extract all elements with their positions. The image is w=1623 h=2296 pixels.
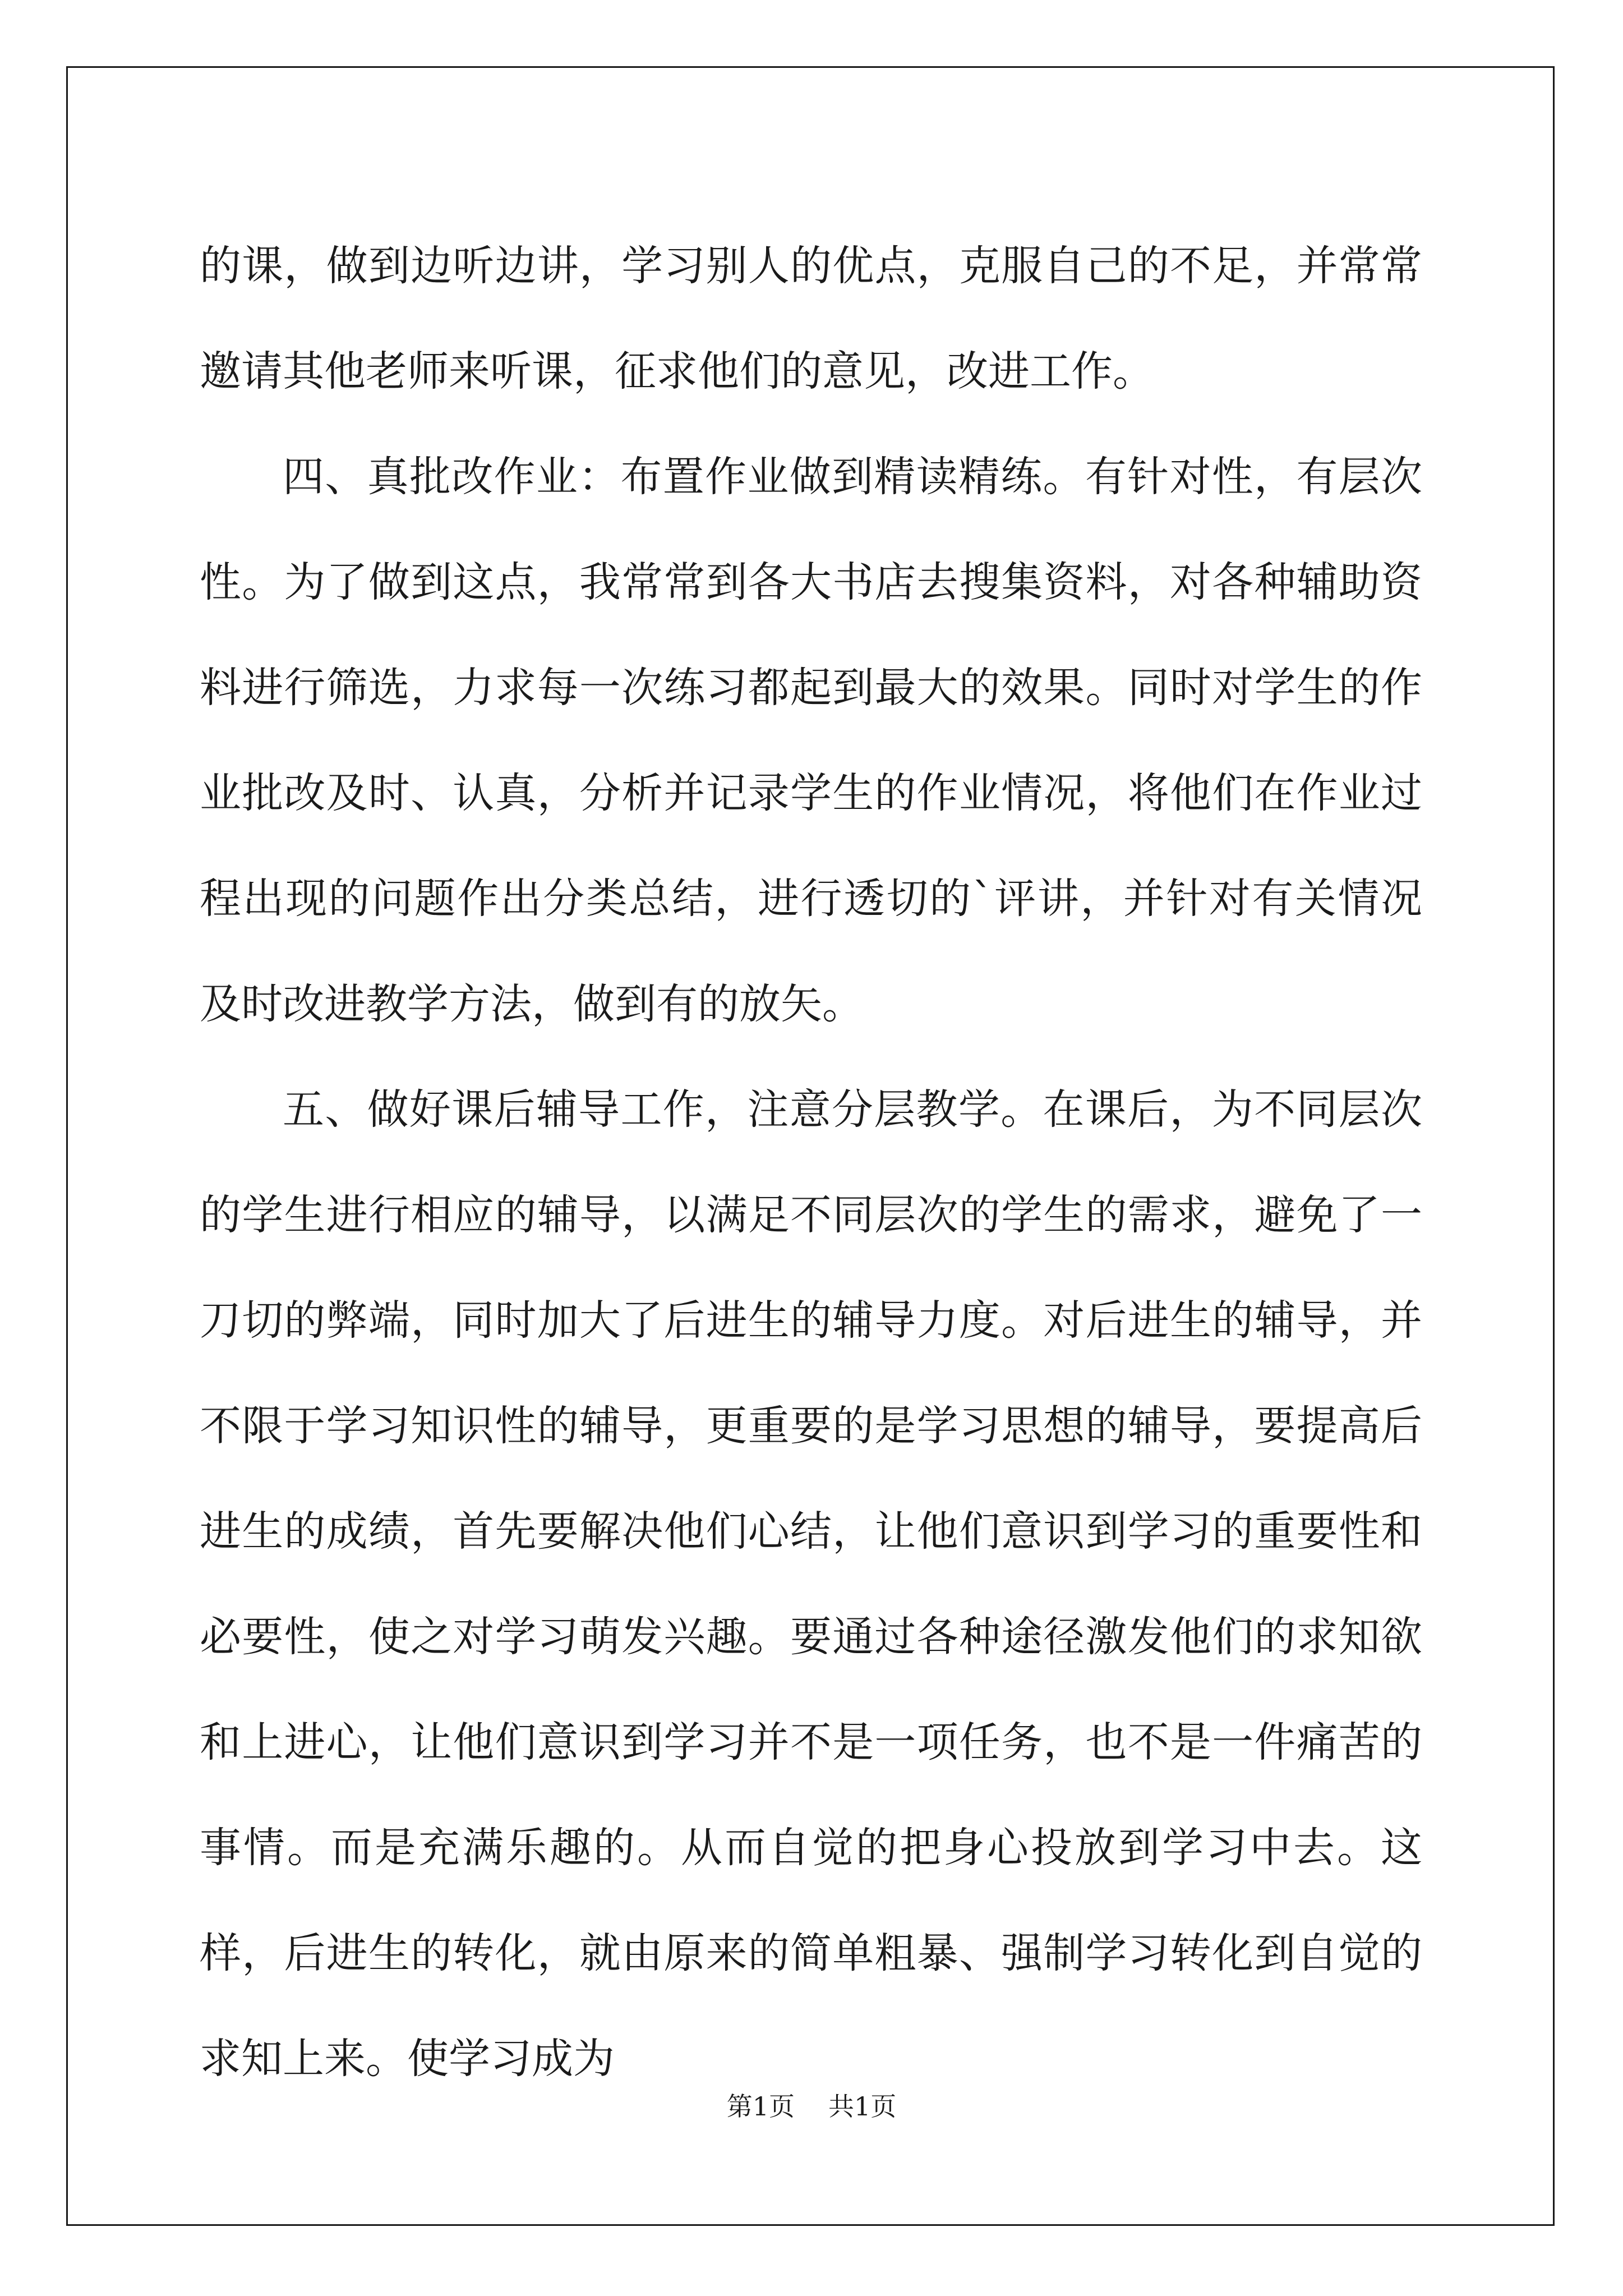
page-footer (0, 2090, 1623, 2123)
paragraph-3: 五、做好课后辅导工作，注意分层教学。在课后，为不同层次的学生进行相应的辅导，以满足不同层次的学生的需求，避免了一刀切的弊端，同时加大了后进生的辅导力度。对后进生的辅导，并不限于学习知识性的辅导，更重要的是学习思想的辅导，要提高后进生的成绩，首先要解决他们心结，让他们意识到学习的重要性和必要性，使之对学习萌发兴趣。要通过各种途径激发他们的求知欲和上进心，让他们意识到学习并不是一项任务，也不是一件痛苦的事情。而是充满乐趣的。从而自觉的把身心投放到学习中去。这样，后进生的转化，就由原来的简单粗暴、强制学习转化到自觉的求知上来。使学习成为 (200, 1085, 1422, 2083)
page-number: 第1页 (726, 2091, 795, 2122)
paragraph-1: 的课，做到边听边讲，学习别人的优点，克服自己的不足，并常常邀请其他老师来听课，征求他们的意见，改进工作。 (200, 242, 1422, 395)
document-body (200, 213, 1422, 2111)
paragraph-2: 四、真批改作业：布置作业做到精读精练。有针对性，有层次性。为了做到这点，我常常到各大书店去搜集资料，对各种辅助资料进行筛选，力求每一次练习都起到最大的效果。同时对学生的作业批改及时、认真，分析并记录学生的作业情况，将他们在作业过程出现的问题作出分类总结，进行透切的`评讲，并针对有关情况及时改进教学方法，做到有的放矢。 (200, 453, 1422, 1028)
page-total: 共1页 (828, 2091, 897, 2122)
